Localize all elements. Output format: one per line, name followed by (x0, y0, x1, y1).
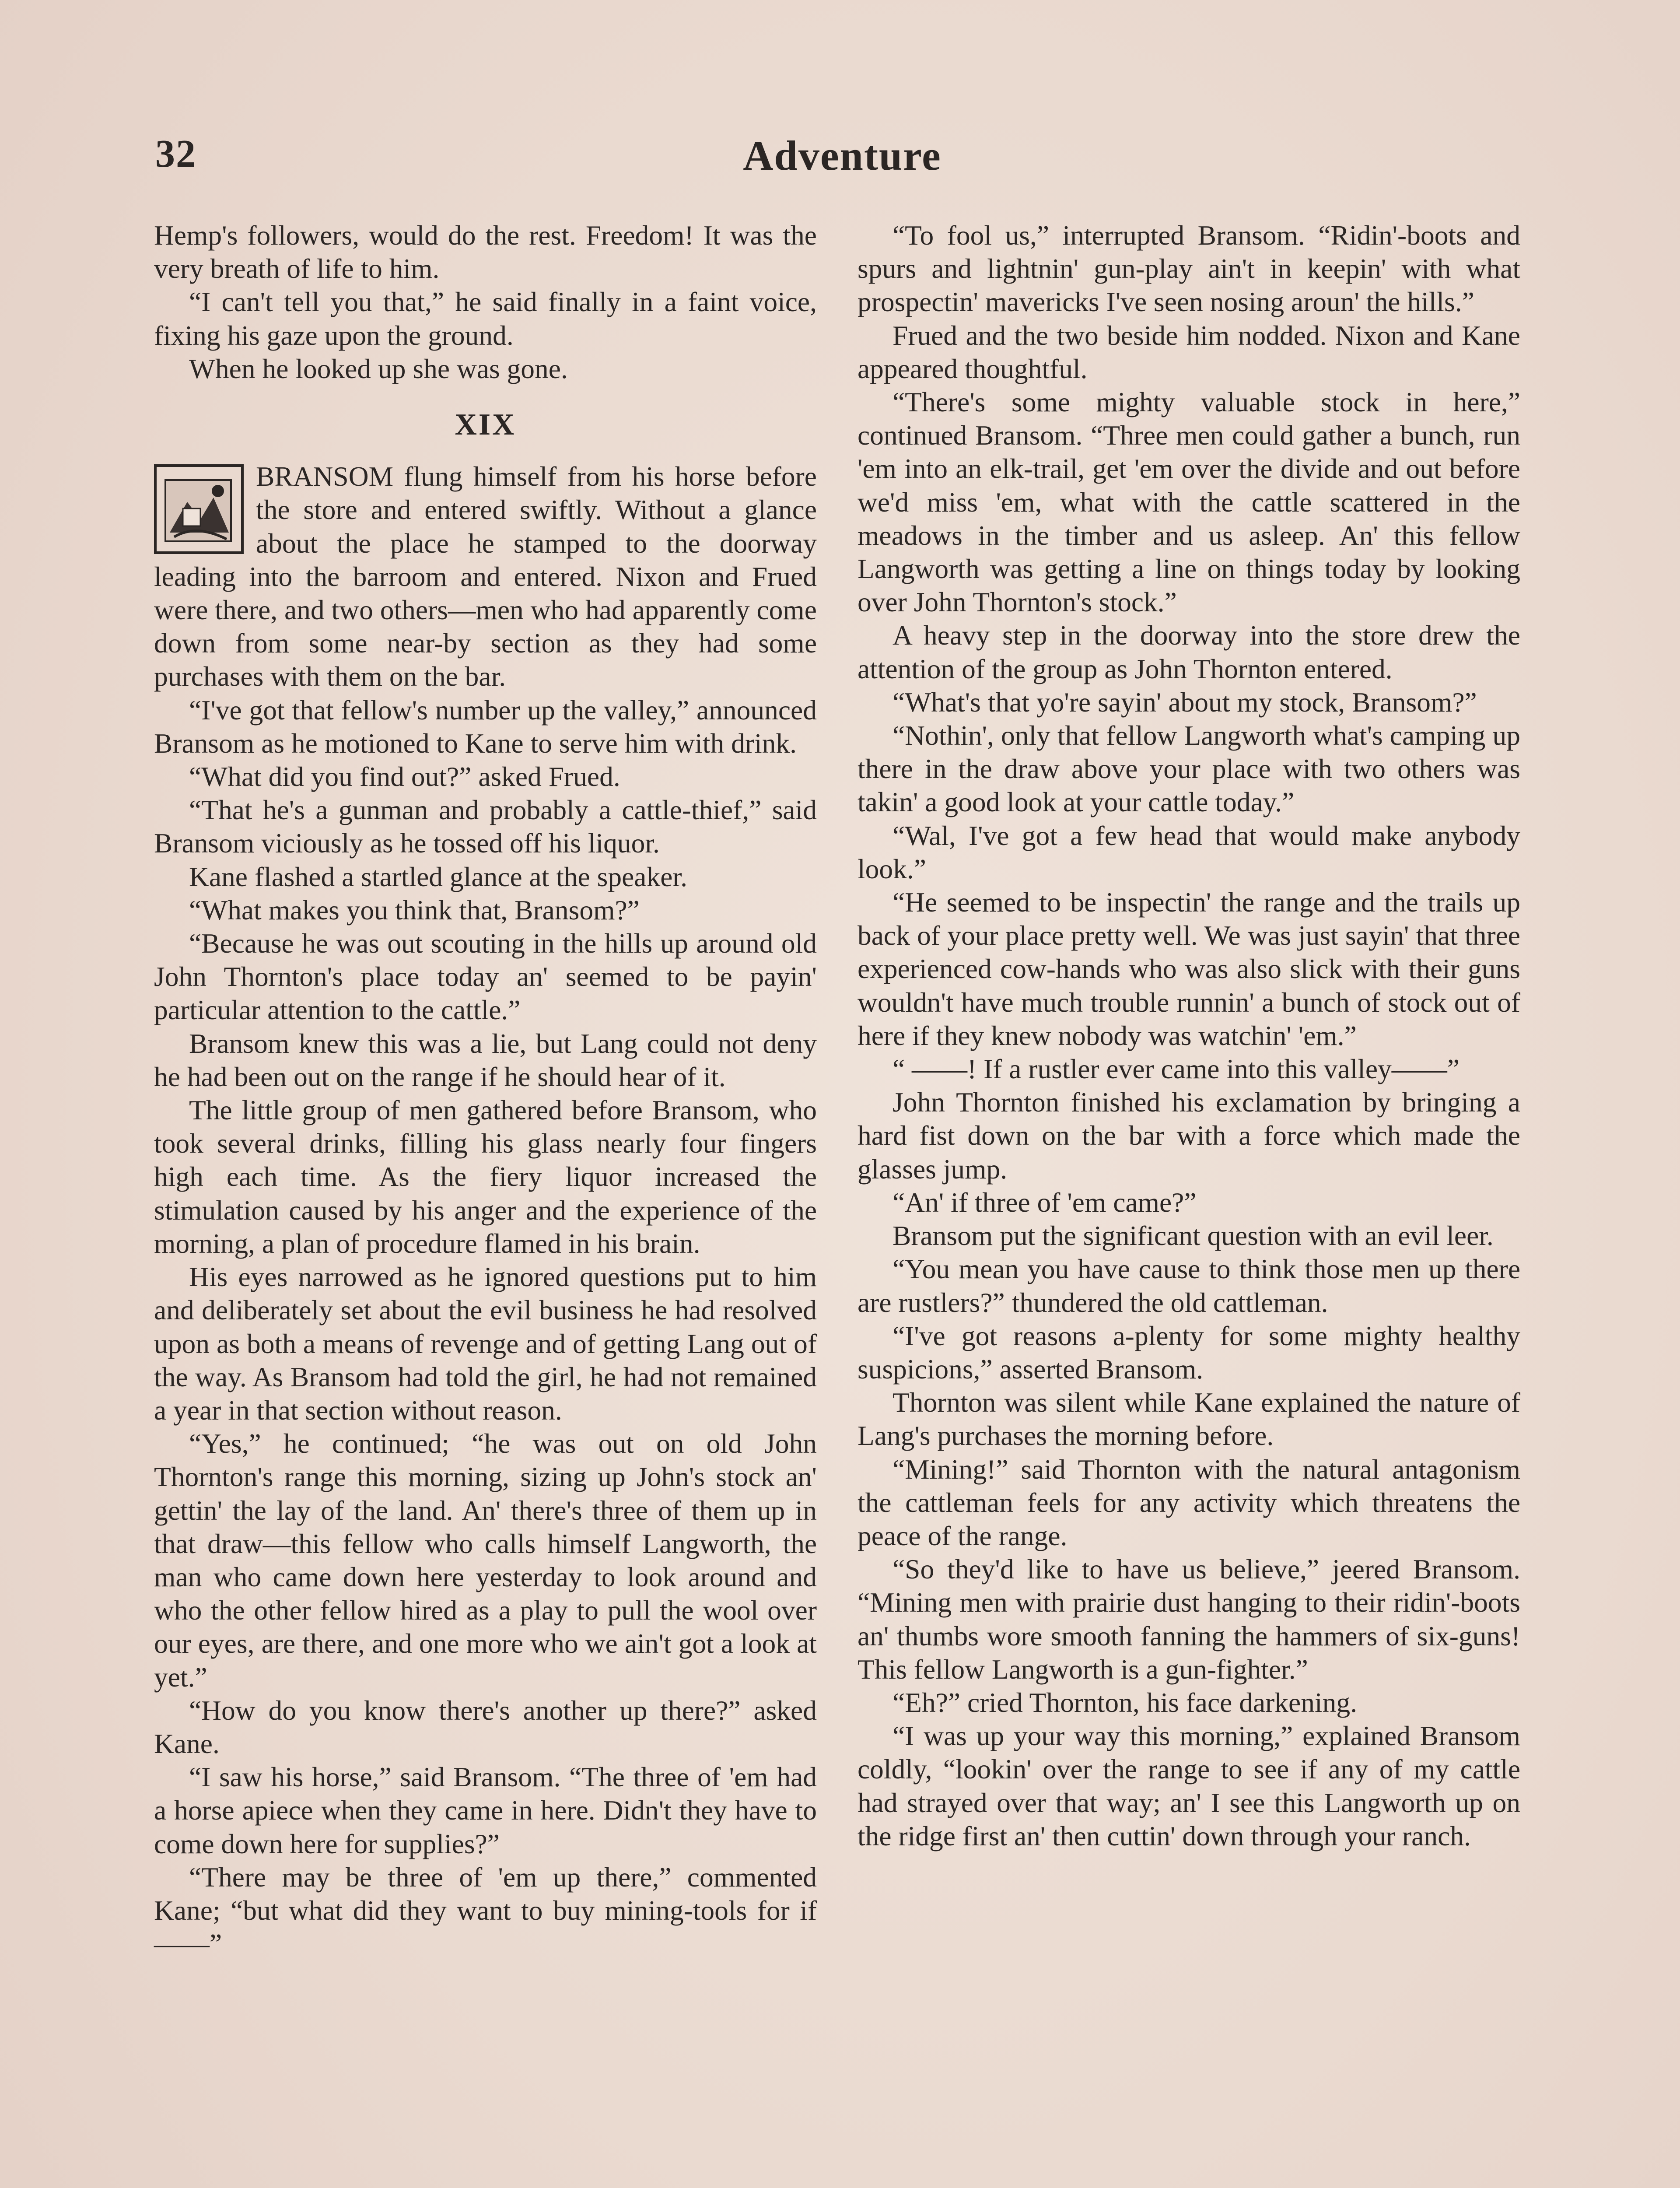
paragraph: A heavy step in the doorway into the store drew the attention of the group as John Thornton entered. (858, 620, 1520, 684)
paragraph: “There's some mighty valuable stock in here,” continued Bransom. “Three men could gather a bunch, run 'em into an elk-trail, get 'em over the divide and out before we'd miss 'em, what with the cattle scattered in the meadows in the timber and us asleep. An' this fellow Langworth was getting a line on things today by looking over John Thornton's stock.” (858, 386, 1520, 618)
paragraph: Kane flashed a startled glance at the speaker. (189, 861, 687, 892)
paragraph: “There may be three of 'em up there,” commented Kane; “but what did they want to buy mining-tools for if——” (154, 1861, 817, 1960)
paragraph: “What makes you think that, Bransom?” (189, 894, 640, 926)
paragraph: “So they'd like to have us believe,” jeered Bransom. “Mining men with prairie dust hanging to their ridin'-boots an' thumbs wore smooth fanning the hammers of six-guns! This fellow Langworth is a gun-fighter.” (858, 1553, 1520, 1685)
paragraph: “That he's a gunman and probably a cattle-thief,” said Bransom viciously as he tossed off his liquor. (154, 794, 817, 859)
paragraph: “Mining!” said Thornton with the natural antagonism the cattleman feels for any activity which threatens the peace of the range. (858, 1453, 1520, 1551)
paragraph: “ ——! If a rustler ever came into this valley——” (892, 1053, 1460, 1085)
page-number: 32 (155, 132, 196, 175)
paragraph: “I was up your way this morning,” explained Bransom coldly, “lookin' over the range to see if any of my cattle had strayed over that way; an' I see this Langworth up on the ridge first an' then cuttin' down through your ranch. (858, 1720, 1520, 1851)
paragraph: Frued and the two beside him nodded. Nixon and Kane appeared thoughtful. (858, 319, 1520, 384)
magazine-title: Adventure (743, 132, 942, 179)
paragraph: “Yes,” he continued; “he was out on old John Thornton's range this morning, sizing up John's stock an' gettin' the lay of the land. An' there's three of them up in that draw—this fellow who calls himself Langworth, the man who came down here yesterday to look around and who the other fellow hired as a play to pull the wool over our eyes, are there, and one more who we ain't got a look at yet.” (154, 1428, 817, 1693)
paragraph: “An' if three of 'em came?” (892, 1186, 1197, 1218)
paragraph: “Because he was out scouting in the hills up around old John Thornton's place today an' seemed to be payin' particular attention to the cattle.” (154, 928, 817, 1026)
chapter-heading: XIX (455, 408, 516, 442)
paragraph: “Eh?” cried Thornton, his face darkening. (892, 1687, 1358, 1718)
paragraph: Bransom put the significant question with an evil leer. (892, 1220, 1494, 1252)
right-column (858, 219, 1520, 1853)
drop-cap-illustration-icon (154, 464, 244, 554)
paragraph: His eyes narrowed as he ignored questions put to him and deliberately set about the evil business he had resolved upon as both a means of revenge and of getting Lang out of the way. As Bransom had told the girl, he had not remained a year in that section without reason. (154, 1261, 817, 1426)
page-header (155, 127, 1529, 188)
paragraph: “How do you know there's another up there?” asked Kane. (154, 1694, 817, 1759)
paragraph: “I can't tell you that,” he said finally in a faint voice, fixing his gaze upon the ground. (154, 286, 817, 351)
paragraph: “To fool us,” interrupted Bransom. “Ridin'-boots and spurs and lightnin' gun-play ain't in keepin' with what prospectin' mavericks I've seen nosing aroun' the hills.” (858, 220, 1520, 318)
paragraph: “Nothin', only that fellow Langworth what's camping up there in the draw above your place with two others was takin' a good look at your cattle today.” (858, 720, 1520, 818)
paragraph: “I saw his horse,” said Bransom. “The three of 'em had a horse apiece when they came in here. Didn't they have to come down here for supplies?” (154, 1761, 817, 1859)
paragraph: “I've got that fellow's number up the valley,” announced Bransom as he motioned to Kane to serve him with drink. (154, 694, 817, 759)
left-column (154, 219, 817, 1960)
paragraph: “What did you find out?” asked Frued. (189, 761, 620, 792)
paragraph: “What's that yo're sayin' about my stock, Bransom?” (892, 686, 1477, 718)
paragraph: Thornton was silent while Kane explained the nature of Lang's purchases the morning before. (858, 1387, 1520, 1452)
chapter-opening (154, 460, 817, 693)
paragraph: “You mean you have cause to think those men up there are rustlers?” thundered the old cattleman. (858, 1253, 1520, 1318)
paragraph: Hemp's followers, would do the rest. Freedom! It was the very breath of life to him. (154, 220, 817, 284)
paragraph: “Wal, I've got a few head that would make anybody look.” (858, 820, 1520, 884)
paragraph: The little group of men gathered before Bransom, who took several drinks, filling his glass nearly four fingers high each time. As the fiery liquor increased the stimulation caused by his anger and the experience of the morning, a plan of procedure flamed in his brain. (154, 1094, 817, 1259)
paragraph: John Thornton finished his exclamation by bringing a hard fist down on the bar with a force which made the glasses jump. (858, 1087, 1520, 1185)
paragraph: BRANSOM flung himself from his horse before the store and entered swiftly. Without a glance about the place he stamped to the doorway leading into the barroom and entered. Nixon and Frued were there, and two others—men who had apparently come down from some near-by section as they had some purchases with them on the bar. (154, 461, 817, 692)
paragraph: “He seemed to be inspectin' the range and the trails up back of your place pretty well. We was just sayin' that three experienced cow-hands who was also slick with their guns wouldn't have much trouble runnin' a bunch of stock out of here if they knew nobody was watchin' 'em.” (858, 887, 1520, 1051)
paragraph: When he looked up she was gone. (189, 353, 568, 384)
paragraph: Bransom knew this was a lie, but Lang could not deny he had been out on the range if he should hear of it. (154, 1027, 817, 1092)
paragraph: “I've got reasons a-plenty for some mighty healthy suspicions,” asserted Bransom. (858, 1320, 1520, 1385)
